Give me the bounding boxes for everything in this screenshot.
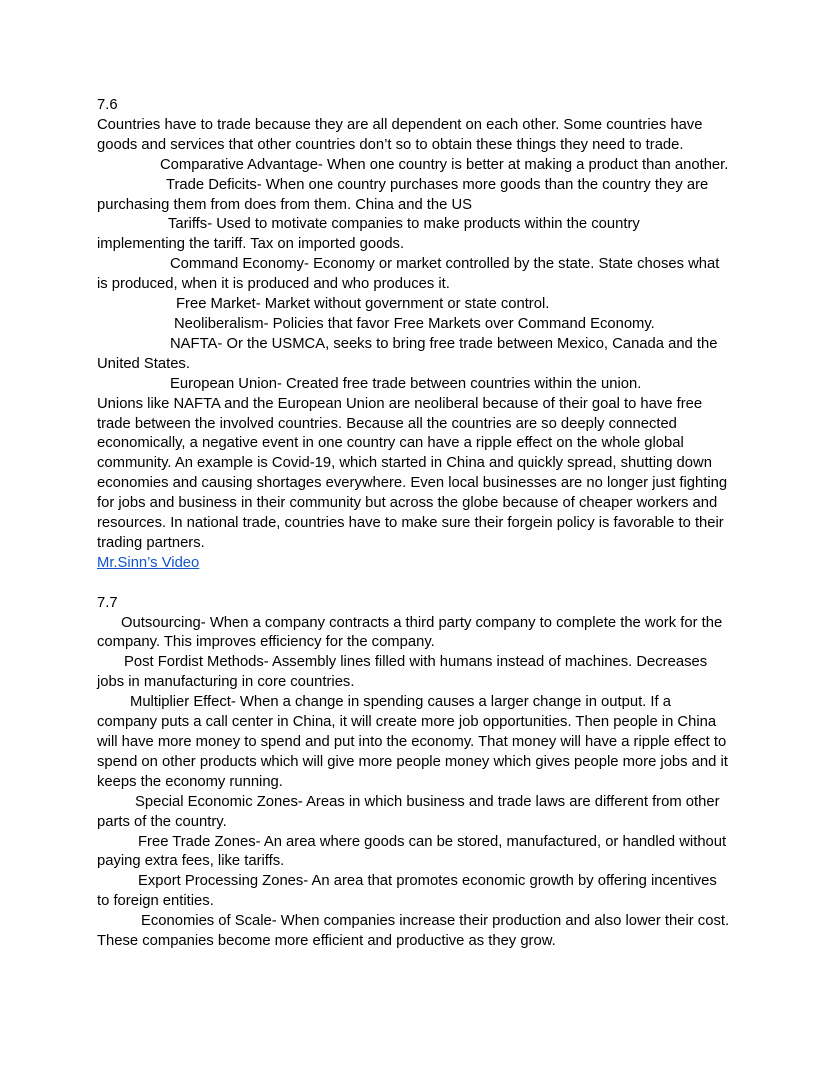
- paragraph: Free Trade Zones- An area where goods can be stored, manufactured, or handled without paying extra fees, like tariffs.: [97, 833, 731, 870]
- paragraph: Economies of Scale- When companies increase their production and also lower their cost. These companies become more efficient and productive as they grow.: [97, 913, 733, 950]
- paragraph: Post Fordist Methods- Assembly lines filled with humans instead of machines. Decreases jobs in manufacturing in core countries.: [97, 654, 712, 691]
- paragraph: Comparative Advantage- When one country is better at making a product than another.: [160, 156, 729, 173]
- blank-line: [97, 574, 731, 594]
- paragraph: Special Economic Zones- Areas in which business and trade laws are different from other parts of the country.: [97, 793, 724, 830]
- paragraph: Free Market- Market without government or state control.: [176, 296, 550, 313]
- paragraph: European Union- Created free trade between countries within the union.: [170, 375, 642, 392]
- paragraph: Tariffs- Used to motivate companies to make products within the country implementing the tariff. Tax on imported goods.: [97, 216, 644, 253]
- paragraph: Export Processing Zones- An area that promotes economic growth by offering incentives to foreign entities.: [97, 873, 721, 910]
- section-heading: 7.6: [97, 97, 118, 113]
- paragraph: Multiplier Effect- When a change in spending causes a larger change in output. If a company puts a call center in China, it will create more job opportunities. Then people in China will have more money to spend and put into the economy. That money will have a ripple effect to spend on other products which will give more people money which gives people more jobs and it keeps the economy running.: [97, 694, 732, 790]
- paragraph: Neoliberalism- Policies that favor Free Markets over Command Economy.: [174, 315, 655, 332]
- section-heading: 7.7: [97, 594, 118, 611]
- document-body: [97, 96, 731, 952]
- video-link[interactable]: Mr.Sinn’s Video: [97, 554, 200, 571]
- paragraph: Unions like NAFTA and the European Union are neoliberal because of their goal to have free trade between the involved countries. Because all the countries are so deeply connected economically, a negative event in one country can have a ripple effect on the whole global community. An example is Covid-19, which started in China and quickly spread, shutting down economies and causing shortages everywhere. Even local businesses are no longer just fighting for jobs and business in their community but across the globe because of cheaper workers and resources. In national trade, countries have to make sure their forgein policy is favorable to their trading partners.: [97, 395, 732, 551]
- paragraph: Countries have to trade because they are all dependent on each other. Some countries have goods and services that other countries don’t so to obtain these things they need to trade.: [97, 116, 707, 153]
- paragraph: Command Economy- Economy or market controlled by the state. State choses what is produced, when it is produced and who produces it.: [97, 256, 724, 293]
- paragraph: NAFTA- Or the USMCA, seeks to bring free trade between Mexico, Canada and the United States.: [97, 335, 722, 372]
- paragraph: Trade Deficits- When one country purchases more goods than the country they are purchasing them from does from them. China and the US: [97, 176, 713, 213]
- paragraph: Outsourcing- When a company contracts a third party company to complete the work for the company. This improves efficiency for the company.: [97, 614, 727, 651]
